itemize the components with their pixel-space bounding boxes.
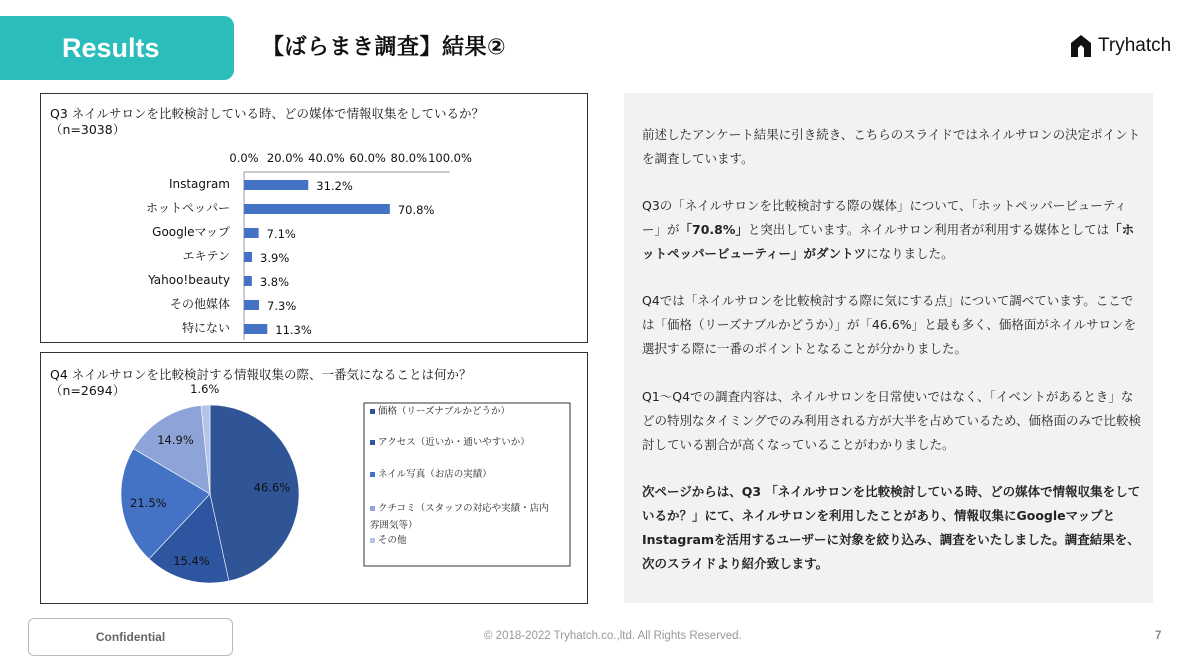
pie-data-label: 21.5%: [130, 495, 167, 510]
q3-title: Q3 ネイルサロンを比較検討している時、どの媒体で情報収集をしているか？: [50, 106, 485, 121]
legend-label: 雰囲気等）: [370, 520, 418, 531]
legend-label: アクセス（近いか・通いやすいか）: [378, 437, 530, 448]
category-label: Yahoo!beauty: [148, 273, 230, 287]
brand-logo: [1070, 34, 1171, 58]
category-label: Instagram: [168, 177, 230, 191]
data-label: 7.1%: [266, 227, 296, 241]
data-label: 3.9%: [260, 251, 290, 265]
pie-data-label: 15.4%: [173, 553, 210, 568]
pie-data-label: 1.6%: [190, 382, 220, 397]
results-tab-label: Results: [62, 32, 160, 63]
bar: [244, 228, 259, 238]
legend-swatch: [370, 472, 375, 477]
bar: [244, 276, 252, 286]
q4-title: Q4 ネイルサロンを比較検討する情報収集の際、一番気になることは何か？: [50, 367, 472, 382]
summary-paragraph-1: 前述したアンケート結果に引き続き、こちらのスライドではネイルサロンの決定ポイントを調査しています。: [642, 127, 1141, 166]
legend-label: ネイル写真（お店の実績）: [378, 469, 492, 480]
page-number: 7: [1155, 630, 1162, 642]
legend-label: その他: [378, 535, 407, 546]
category-label: その他媒体: [169, 297, 230, 311]
q3-chart-panel: [40, 93, 588, 343]
confidential-label: Confidential: [28, 618, 233, 656]
x-tick-label: 0.0%: [229, 151, 259, 165]
x-tick-label: 40.0%: [308, 151, 345, 165]
summary-paragraph-2: Q3の「ネイルサロンを比較検討する際の媒体」について、「ホットペッパービューティー」が「70.8%」と突出しています。ネイルサロン利用者が利用する媒体としては「ホットペッパービューティー」がダントツになりました。: [642, 198, 1135, 261]
data-label: 70.8%: [397, 203, 435, 217]
pie-data-label: 14.9%: [157, 433, 194, 448]
legend-swatch: [370, 440, 375, 445]
data-label: 11.3%: [275, 323, 312, 337]
slide-title: 【ばらまき調査】結果②: [262, 35, 507, 60]
bar: [244, 324, 267, 334]
legend-swatch: [370, 409, 375, 414]
x-tick-label: 20.0%: [266, 151, 304, 165]
bar: [244, 204, 390, 214]
results-tab: [0, 16, 234, 80]
data-label: 7.3%: [267, 299, 297, 313]
category-label: ホットペッパー: [145, 201, 230, 215]
pie-data-label: 46.6%: [253, 480, 291, 495]
x-tick-label: 60.0%: [349, 151, 386, 165]
q4-chart-panel: [40, 352, 588, 604]
summary-paragraph-4: Q1〜Q4での調査内容は、ネイルサロンを日常使いではなく、「イベントがあるとき」などの特別なタイミングでのみ利用される方が大半を占めているため、価格面のみで比較検討している割合が高くなっていることがわかりました。: [642, 389, 1142, 452]
legend-label: 価格（リーズナブルかどうか）: [378, 406, 510, 417]
legend-label: クチコミ（スタッフの対応や実績・店内: [378, 503, 549, 514]
data-label: 3.8%: [259, 275, 290, 289]
category-label: エキテン: [182, 249, 230, 263]
x-tick-label: 80.0%: [390, 151, 428, 165]
q4-sample-size: （n=2694）: [50, 383, 126, 398]
x-tick-label: 100.0%: [428, 151, 472, 165]
category-label: Googleマップ: [152, 225, 230, 239]
bar: [244, 252, 252, 262]
brand-name: Tryhatch: [1098, 35, 1172, 56]
legend-swatch: [370, 506, 375, 511]
summary-box: [624, 93, 1153, 603]
category-label: 特にない: [181, 321, 230, 335]
copyright: © 2018-2022 Tryhatch.co.,ltd. All Rights Reserved.: [484, 630, 742, 642]
summary-paragraph-5: 次ページからは、Q3 「ネイルサロンを比較検討している時、どの媒体で情報収集をしているか？」にて、ネイルサロンを利用したことがあり、情報収集にGoogleマップとInstagramを活用するユーザーに対象を絞り込み、調査をいたしました。調査結果を、次のスライドより紹介致します。: [642, 484, 1141, 571]
q4-pie-chart: [41, 353, 587, 603]
q3-sample-size: （n=3038）: [50, 122, 126, 137]
bar: [244, 180, 308, 190]
q3-bar-chart: [41, 94, 587, 342]
data-label: 31.2%: [316, 179, 353, 193]
summary-paragraph-3: Q4では「ネイルサロンを比較検討する際に気にする点」について調べています。ここでは「価格（リーズナブルかどうか）」が「46.6%」と最も多く、価格面がネイルサロンを選択する際に一番のポイントとなることが分かりました。: [642, 293, 1137, 356]
legend-swatch: [370, 538, 375, 543]
bar: [244, 300, 259, 310]
house-logo-icon: [1070, 34, 1092, 58]
